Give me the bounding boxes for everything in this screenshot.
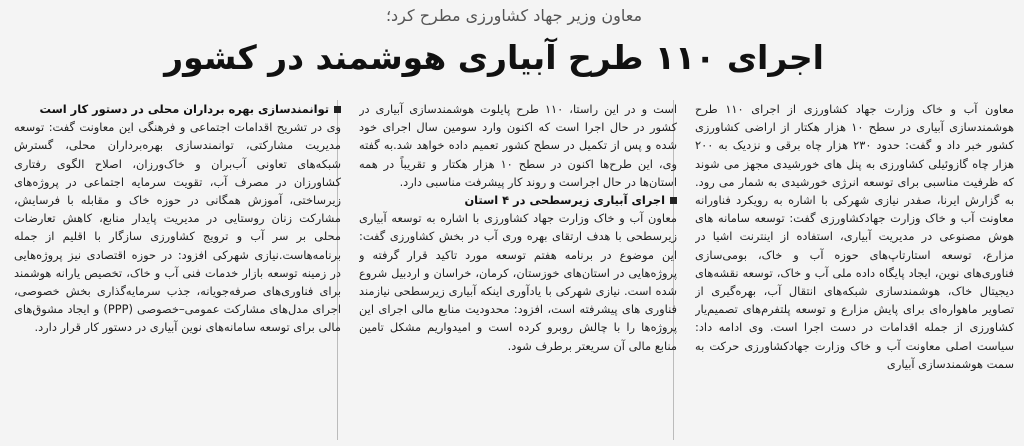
column-2-paragraph-1: است و در این راستا، ۱۱۰ طرح پایلوت هوشمندسازی آبیاری در کشور در حال اجرا است که اکنون وارد سومین سال اجرای خود شده و پس از تکمیل در سطح کشور تعمیم داده خواهد شد.به گفته وی، این طرح‌ها اکنون در سطح ۱۰ هزار هکتار و تقریباً در همه استان‌ها در حال اجراست و روند کار پیشرفت مناسبی دارد. (359, 102, 677, 189)
square-bullet-icon (670, 197, 677, 204)
square-bullet-icon (334, 106, 341, 113)
article-column-2 (359, 100, 677, 446)
article-headline: اجرای ۱۱۰ طرح آبیاری هوشمند در کشور (164, 38, 824, 77)
column-2-paragraph-2: معاون آب و خاک وزارت جهاد کشاورزی با اشاره به توسعه آبیاری زیرسطحی با هدف ارتقای بهره وری آب در بخش کشاورزی گفت: این موضوع در برنامه هفتم توسعه مورد تاکید قرار گرفته و پروژه‌هایی در استان‌های خوزستان، کرمان، خراسان و اردبیل شروع شده است. نیازی شهرکی با یادآوری اینکه آبیاری زیرسطحی نیازمند فناوری های پیشرفته است، افزود: محدودیت منابع مالی اجرای این پروژه‌ها را با چالش روبرو کرده است و امیدواریم مشکل تامین منابع مالی آن سریعتر برطرف شود. (359, 211, 677, 353)
column-2-subheading: اجرای آبیاری زیرسطحی در ۴ استان (359, 191, 677, 209)
column-1-paragraph: معاون آب و خاک وزارت جهاد کشاورزی از اجرای ۱۱۰ طرح هوشمندسازی آبیاری در سطح ۱۰ هزار هکتار از اراضی کشاورزی کشور خبر داد و گفت: حدود ۲۳۰ هزار چاه برقی و نزدیک به ۲۰۰ هزار چاه گازوئیلی کشاورزی به پنل های خورشیدی مجهز می شوند که ظرفیت مناسبی برای توسعه انرژی خورشیدی به شمار می رود. به گزارش ایرنا، صفدر نیازی شهرکی با اشاره به رویکرد فناورانه معاونت آب و خاک وزارت جهادکشاورزی گفت: توسعه سامانه های هوش مصنوعی در مدیریت آبیاری، استفاده از اینترنت اشیا در مزارع، توسعه استارتاپ‌های حوزه آب و خاک، بومی‌سازی فناوری‌های نوین، ایجاد پایگاه داده ملی آب و خاک، توسعه نقشه‌های دیجیتال خاک، هوشمندسازی شبکه‌های انتقال آب، بهره‌گیری از تصاویر ماهواره‌ای برای پایش مزارع و توسعه پلتفرم‌های تصمیم‌یار کشاورزی از جمله اقدامات در دست اجرا است. وی ادامه داد: سیاست اصلی معاونت آب و خاک وزارت جهادکشاورزی حرکت به سمت هوشمندسازی آبیاری (695, 102, 1014, 371)
article-kicker: معاون وزیر جهاد کشاورزی مطرح کرد؛ (385, 6, 643, 25)
column-3-subheading: توانمندسازی بهره برداران محلی در دستور کار است (14, 100, 341, 118)
article-column-1 (695, 100, 1014, 446)
article-column-3 (14, 100, 341, 446)
column-3-paragraph: وی در تشریح اقدامات اجتماعی و فرهنگی این معاونت گفت: توسعه مدیریت مشارکتی، توانمندسازی بهره‌برداران محلی، گسترش شبکه‌های تعاونی آب‌بران و خاک‌ورزان، اصلاح الگوی رفتاری کشاورزان در مصرف آب، تقویت سرمایه اجتماعی در پروژه‌های زیرساختی، آموزش همگانی در حوزه خاک و مقابله با فرسایش، مشارکت زنان روستایی در مدیریت پایدار منابع، کاهش تعارضات محلی بر سر آب و ترویج کشاورزی سازگار با اقلیم از جمله برنامه‌هاست.نیازی شهرکی افزود: در حوزه اقتصادی نیز پروژه‌هایی در زمینه توسعه بازار خدمات فنی آب و خاک، تخصیص یارانه هوشمند برای فناوری‌های صرفه‌جویانه، جذب سرمایه‌گذاری بخش خصوصی، اجرای مدل‌های مشارکت عمومی–خصوصی (PPP) و ایجاد مشوق‌های مالی برای توسعه سامانه‌های نوین آبیاری در دستور کار قرار دارد. (14, 120, 341, 335)
